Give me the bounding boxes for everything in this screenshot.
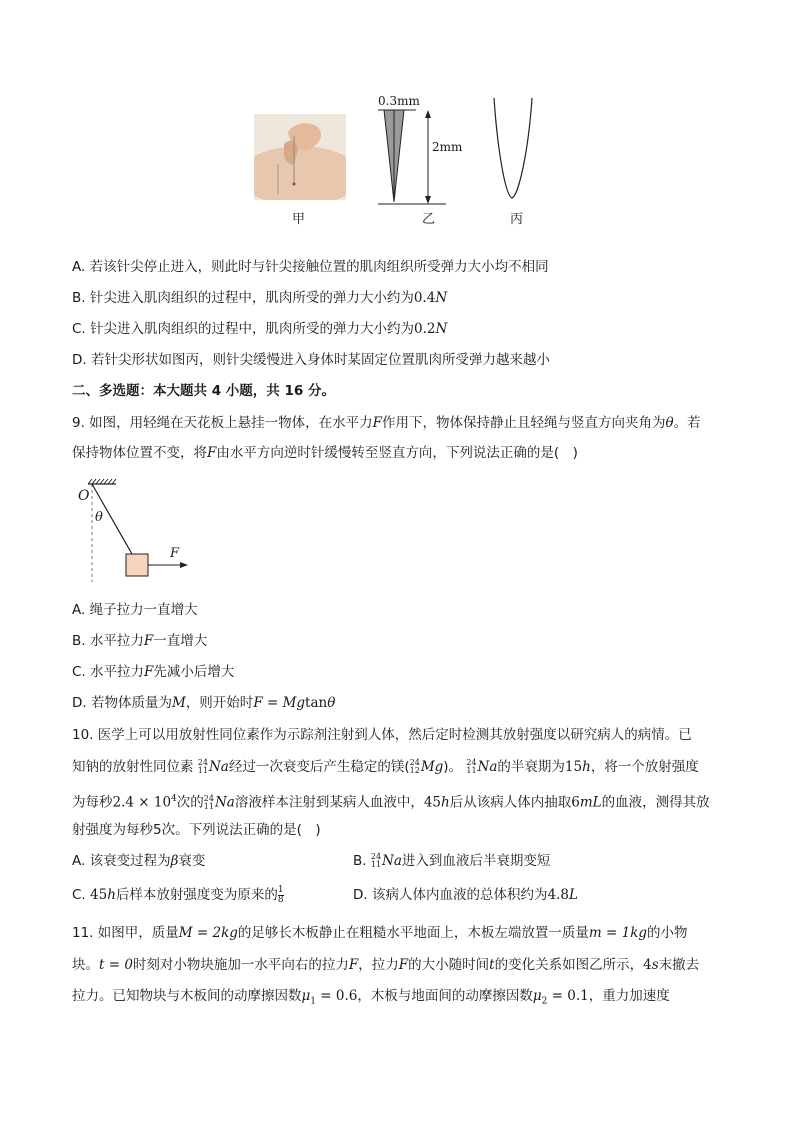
q10-option-d: D. 该病人体内血液的总体积约为4.8L [353,887,578,903]
q10-stem-line1: 10. 医学上可以用放射性同位素作为示踪剂注射到人体，然后定时检测其放射强度以研究病人的病情。已 [72,727,692,743]
needle-figure [250,90,550,230]
q9-option-d: D. 若物体质量为M，则开始时F = Mgtanθ [72,695,336,711]
acupuncture-photo [254,114,346,200]
caption-yi: 乙 [422,212,436,227]
q9-option-b: B. 水平拉力F一直增大 [72,633,208,649]
tip-length-label: 2mm [432,140,463,154]
q8-option-a: A. 若该针尖停止进入，则此时与针尖接触位置的肌肉组织所受弹力大小均不相同 [72,259,549,275]
q11-stem-line3: 拉力。已知物块与木板间的动摩擦因数$\mu_1 = 0.6$，木板与地面间的动摩擦因数$\mu_2 = 0.1$，重力加速度 [72,988,670,1007]
section-heading-multi-choice: 二、多选题：本大题共 4 小题，共 16 分。 [72,383,335,399]
q9-stem-line2: 保持物体位置不变，将F由水平方向逆时针缓慢转至竖直方向，下列说法正确的是( ) [72,445,578,461]
q9-option-c: C. 水平拉力F先减小后增大 [72,664,235,680]
q10-option-b: B. 24 11Na进入到血液后半衰期变短 [353,852,551,869]
q10-option-c: C. 45h后样本放射强度变为原来的$\frac{1}{8}$ [72,884,284,905]
q9-fig-point-o: O [78,488,90,504]
q10-stem-line2: 知钠的放射性同位素 24 11Na经过一次衰变后产生稳定的镁(24 12Mg)。 24 11Na的半衰期为15h，将一个放射强度 [72,758,699,775]
q9-hanging-mass-figure [70,478,200,586]
q9-stem-line1: 9. 如图，用轻绳在天花板上悬挂一物体，在水平力F作用下，物体保持静止且轻绳与竖直方向夹角为θ。若 [72,415,701,431]
q10-option-a: A. 该衰变过程为β衰变 [72,853,206,869]
q8-option-d: D. 若针尖形状如图丙，则针尖缓慢进入身体时某固定位置肌肉所受弹力越来越小 [72,352,550,368]
parabola-tip-diagram [488,96,538,202]
q10-stem-line3: 为每秒$2.4 \times 10^4$次的24 11Na溶液样本注射到某病人血液中，45h后从该病人体内抽取6mL的血液，测得其放 [72,793,710,811]
q8-option-b: B. 针尖进入肌肉组织的过程中，肌肉所受的弹力大小约为0.4N [72,290,448,306]
q11-stem-line1: 11. 如图甲，质量M = 2kg的足够长木板静止在粗糙水平地面上，木板左端放置一质量m = 1kg的小物 [72,925,688,941]
caption-bing: 丙 [510,212,524,227]
q9-option-a: A. 绳子拉力一直增大 [72,602,198,618]
q8-option-c: C. 针尖进入肌肉组织的过程中，肌肉所受的弹力大小约为0.2N [72,321,448,337]
caption-jia: 甲 [292,212,306,227]
q10-stem-line4: 射强度为每秒5次。下列说法正确的是( ) [72,822,321,838]
tip-width-label: 0.3mm [378,94,420,108]
q9-fig-theta: θ [95,510,103,525]
q9-fig-force-f: F [170,546,180,561]
q11-stem-line2: 块。t = 0时刻对小物块施加一水平向右的拉力F，拉力F的大小随时间t的变化关系如图乙所示，4s末撤去 [72,957,700,973]
